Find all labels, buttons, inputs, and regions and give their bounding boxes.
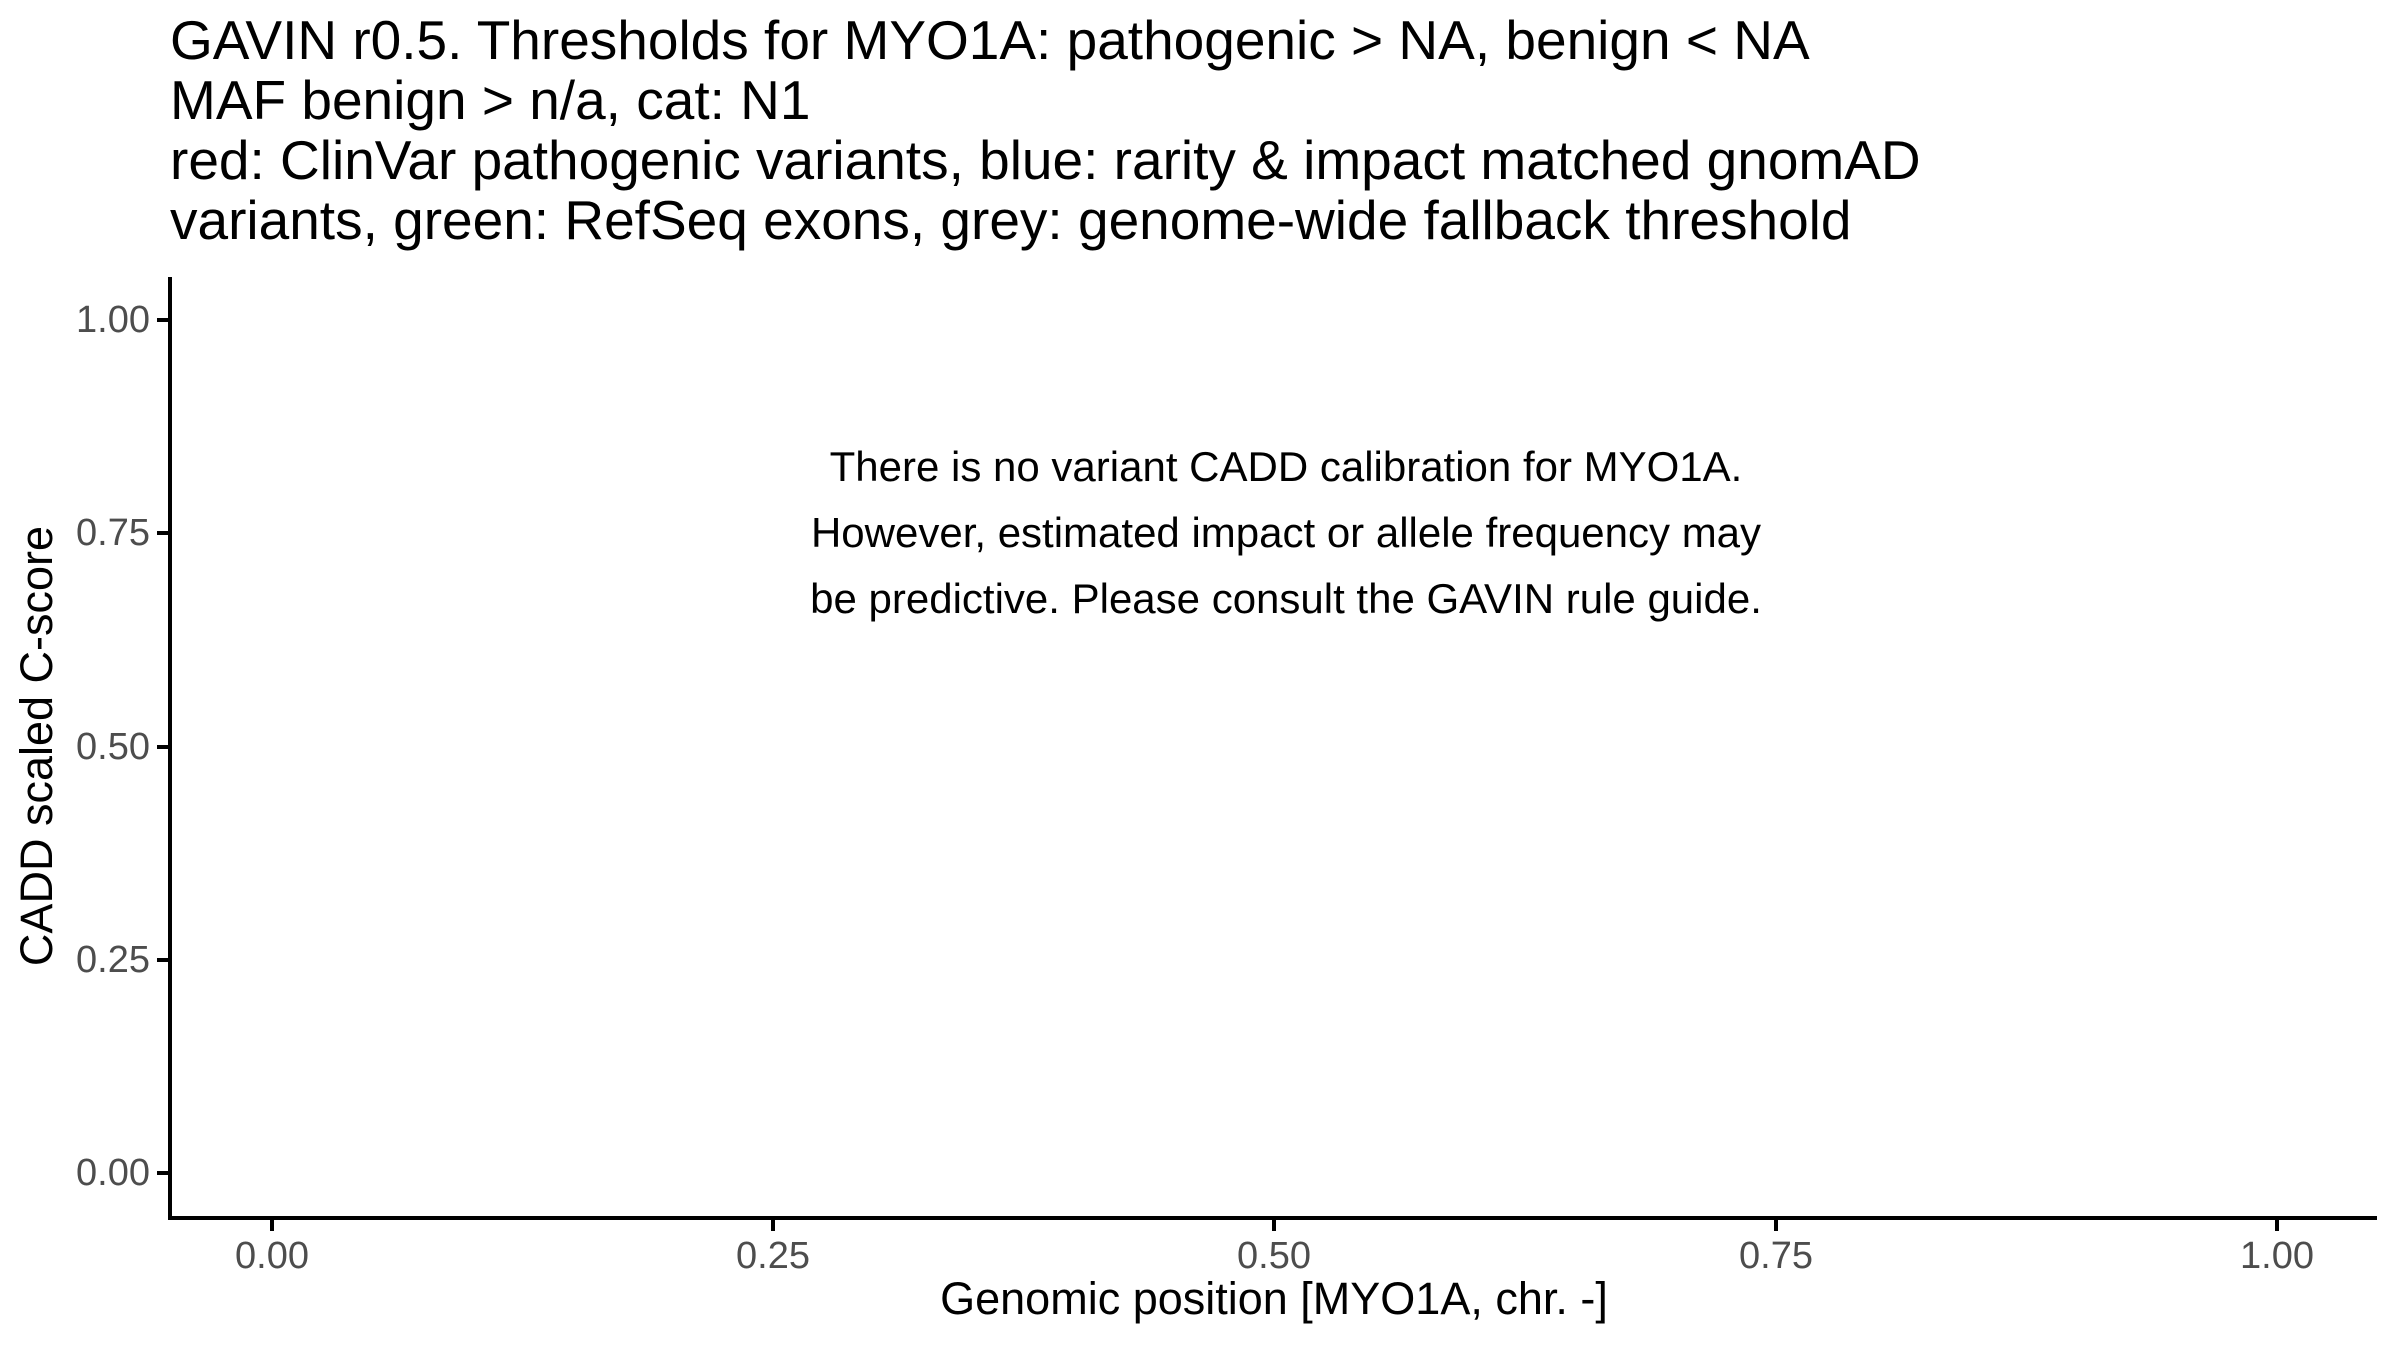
annotation-text xyxy=(586,434,1986,632)
x-tick-label: 0.25 xyxy=(736,1235,810,1277)
x-tick-label: 0.75 xyxy=(1739,1235,1813,1277)
plot-title-line-1: GAVIN r0.5. Thresholds for MYO1A: pathogenic > NA, benign < NA xyxy=(170,9,1810,71)
y-tick-mark xyxy=(157,958,168,962)
x-tick-mark xyxy=(1272,1220,1276,1231)
x-tick-label: 1.00 xyxy=(2240,1235,2314,1277)
y-tick-label: 1.00 xyxy=(76,299,150,341)
x-tick-label: 0.00 xyxy=(235,1235,309,1277)
annotation-line-3: be predictive. Please consult the GAVIN rule guide. xyxy=(810,575,1762,622)
y-tick-mark xyxy=(157,531,168,535)
y-tick-mark xyxy=(157,745,168,749)
x-tick-mark xyxy=(2275,1220,2279,1231)
plot-title-line-3: red: ClinVar pathogenic variants, blue: rarity & impact matched gnomAD xyxy=(170,129,1921,191)
x-tick-mark xyxy=(1774,1220,1778,1231)
y-tick-label: 0.25 xyxy=(76,939,150,981)
y-axis-title: CADD scaled C-score xyxy=(11,525,62,967)
plot-panel xyxy=(168,277,2377,1220)
y-tick-mark xyxy=(157,1171,168,1175)
x-tick-label: 0.50 xyxy=(1237,1235,1311,1277)
plot-title xyxy=(170,10,1921,250)
y-tick-label: 0.75 xyxy=(76,512,150,554)
x-axis-title: Genomic position [MYO1A, chr. -] xyxy=(940,1273,1608,1324)
annotation-line-1: There is no variant CADD calibration for MYO1A. xyxy=(829,443,1743,490)
plot-title-line-4: variants, green: RefSeq exons, grey: genome-wide fallback threshold xyxy=(170,189,1852,251)
y-tick-label: 0.50 xyxy=(76,726,150,768)
annotation-line-2: However, estimated impact or allele frequency may xyxy=(810,509,1762,556)
y-tick-mark xyxy=(157,318,168,322)
x-tick-mark xyxy=(270,1220,274,1231)
y-tick-label: 0.00 xyxy=(76,1152,150,1194)
x-tick-mark xyxy=(771,1220,775,1231)
plot-title-line-2: MAF benign > n/a, cat: N1 xyxy=(170,69,811,131)
